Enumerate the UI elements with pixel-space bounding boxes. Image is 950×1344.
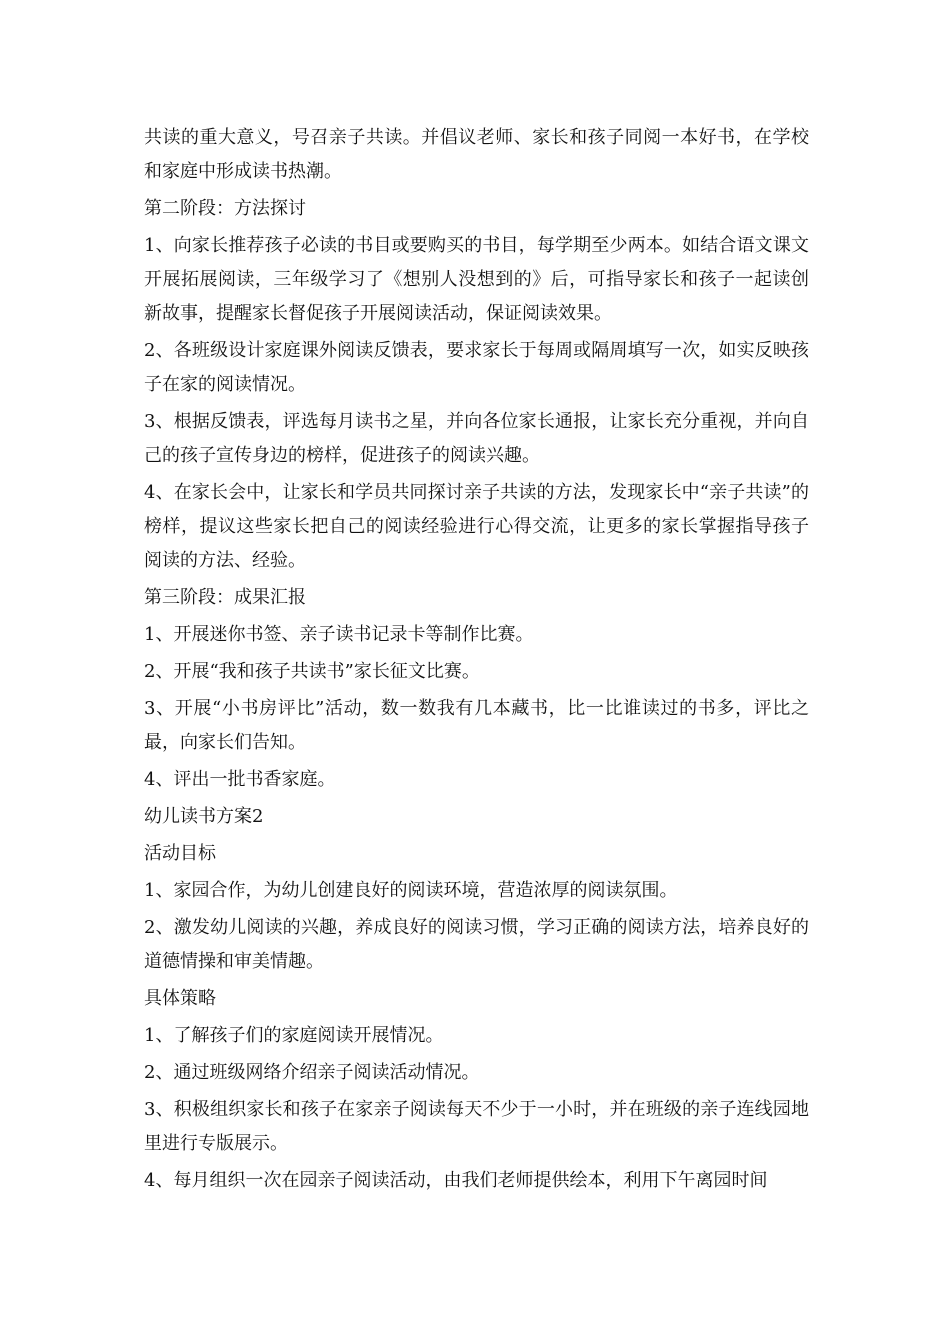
paragraph-goal-1: 1、家园合作，为幼儿创建良好的阅读环境，营造浓厚的阅读氛围。 (144, 880, 678, 901)
paragraph-goal-2: 2、激发幼儿阅读的兴趣，养成良好的阅读习惯，学习正确的阅读方法，培养良好的道德情操和审美情趣。 (144, 917, 809, 972)
paragraph-stage-two-item-3: 3、根据反馈表，评选每月读书之星，并向各位家长通报，让家长充分重视，并向自己的孩子宣传身边的榜样，促进孩子的阅读兴趣。 (144, 411, 809, 466)
paragraph-stage-three-item-1: 1、开展迷你书签、亲子读书记录卡等制作比赛。 (144, 624, 534, 645)
paragraph-stage-two-item-2: 2、各班级设计家庭课外阅读反馈表，要求家长于每周或隔周填写一次，如实反映孩子在家的阅读情况。 (144, 340, 809, 395)
paragraph-strategy-1: 1、了解孩子们的家庭阅读开展情况。 (144, 1025, 444, 1046)
heading-stage-three: 第三阶段：成果汇报 (144, 587, 306, 608)
paragraph-stage-two-item-4: 4、在家长会中，让家长和学员共同探讨亲子共读的方法，发现家长中“亲子共读”的榜样，提议这些家长把自己的阅读经验进行心得交流，让更多的家长掌握指导孩子阅读的方法、经验。 (144, 482, 809, 571)
heading-strategies: 具体策略 (144, 988, 216, 1009)
paragraph-strategy-3: 3、积极组织家长和孩子在家亲子阅读每天不少于一小时，并在班级的亲子连线园地里进行专版展示。 (144, 1099, 809, 1154)
paragraph-strategy-4: 4、每月组织一次在园亲子阅读活动，由我们老师提供绘本，利用下午离园时间 (144, 1170, 768, 1191)
paragraph-strategy-2: 2、通过班级网络介绍亲子阅读活动情况。 (144, 1062, 480, 1083)
paragraph-stage-three-item-4: 4、评出一批书香家庭。 (144, 769, 336, 790)
paragraph-stage-two-item-1: 1、向家长推荐孩子必读的书目或要购买的书目，每学期至少两本。如结合语文课文开展拓展阅读，三年级学习了《想别人没想到的》后，可指导家长和孩子一起读创新故事，提醒家长督促孩子开展阅读活动，保证阅读效果。 (144, 235, 809, 324)
heading-activity-goals: 活动目标 (144, 843, 216, 864)
paragraph-stage-three-item-2: 2、开展“我和孩子共读书”家长征文比赛。 (144, 661, 480, 682)
heading-plan-2: 幼儿读书方案2 (144, 806, 264, 827)
heading-stage-two: 第二阶段：方法探讨 (144, 198, 306, 219)
document-body (144, 121, 809, 1201)
paragraph-stage-three-item-3: 3、开展“小书房评比”活动，数一数我有几本藏书，比一比谁读过的书多，评比之最，向家长们告知。 (144, 698, 809, 753)
paragraph-intro-continued: 共读的重大意义，号召亲子共读。并倡议老师、家长和孩子同阅一本好书，在学校和家庭中形成读书热潮。 (144, 127, 809, 182)
